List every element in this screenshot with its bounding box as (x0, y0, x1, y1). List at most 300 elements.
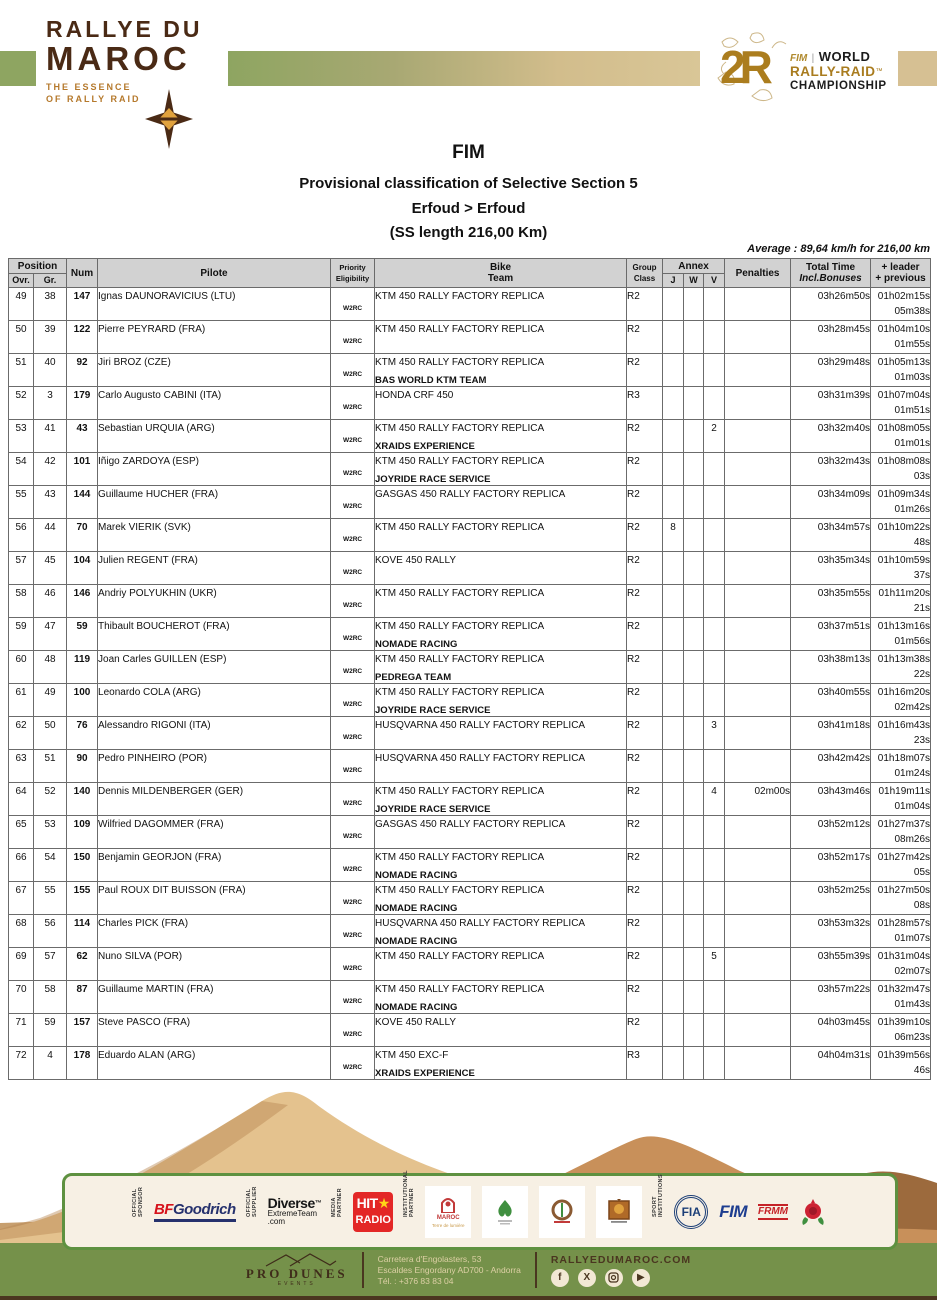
logo-line2: MAROC (46, 40, 191, 77)
championship-wordmark: FIM | WORLD RALLY-RAID™ CHAMPIONSHIP (790, 49, 887, 92)
media-partner-label: MEDIA PARTNER (331, 1187, 344, 1217)
gap-times: 01h07m04s 01m51s (871, 387, 931, 420)
penalties-value (725, 288, 791, 321)
logo-tagline2: OF RALLY RAID (46, 94, 141, 104)
gap-times: 01h27m37s 08m26s (871, 816, 931, 849)
bike-team: KTM 450 RALLY FACTORY REPLICA NOMADE RACING (375, 618, 627, 651)
group-position: 58 (34, 981, 67, 1014)
total-time-value: 03h55m39s (791, 948, 871, 981)
annex-j-value (663, 420, 684, 453)
priority-eligibility: W2RC (331, 618, 375, 651)
fim-logo: FIM (719, 1201, 748, 1221)
bike-team: KTM 450 EXC-F XRAIDS EXPERIENCE (375, 1047, 627, 1080)
annex-w-value (684, 816, 704, 849)
priority-eligibility: W2RC (331, 585, 375, 618)
pilot-name: Paul ROUX DIT BUISSON (FRA) (98, 882, 331, 915)
total-time-value: 03h40m55s (791, 684, 871, 717)
table-row (9, 387, 931, 420)
annex-w-value (684, 948, 704, 981)
bike-team: KTM 450 RALLY FACTORY REPLICA XRAIDS EXPERIENCE (375, 420, 627, 453)
group-class: R2 (627, 618, 663, 651)
gap-times: 01h13m16s 01m56s (871, 618, 931, 651)
footer-contact-bar (0, 1246, 937, 1294)
annex-v-value (704, 321, 725, 354)
bike-team: KTM 450 RALLY FACTORY REPLICA (375, 948, 627, 981)
annex-j-value (663, 486, 684, 519)
header-overall: Ovr. (9, 274, 34, 288)
overall-position: 56 (9, 519, 34, 552)
priority-eligibility: W2RC (331, 552, 375, 585)
annex-j-value (663, 651, 684, 684)
facebook-icon[interactable]: f (551, 1269, 569, 1287)
annex-v-value (704, 684, 725, 717)
annex-v-value: 5 (704, 948, 725, 981)
bike-team: KTM 450 RALLY FACTORY REPLICA NOMADE RACING (375, 981, 627, 1014)
table-row (9, 684, 931, 717)
total-time-value: 03h34m57s (791, 519, 871, 552)
group-position: 53 (34, 816, 67, 849)
annex-j-value (663, 618, 684, 651)
rider-number: 87 (67, 981, 98, 1014)
total-time-value: 03h38m13s (791, 651, 871, 684)
bfgoodrich-logo: BFGoodrich (154, 1201, 236, 1222)
penalties-value (725, 750, 791, 783)
youtube-icon[interactable]: ▶ (632, 1269, 650, 1287)
overall-position: 66 (9, 849, 34, 882)
annex-j-value (663, 816, 684, 849)
compass-icon (140, 88, 198, 150)
pilot-name: Alessandro RIGONI (ITA) (98, 717, 331, 750)
penalties-value (725, 816, 791, 849)
bike-team: HUSQVARNA 450 RALLY FACTORY REPLICA (375, 750, 627, 783)
group-position: 39 (34, 321, 67, 354)
annex-v-value (704, 585, 725, 618)
penalties-value: 02m00s (725, 783, 791, 816)
pilot-name: Jiri BROZ (CZE) (98, 354, 331, 387)
rider-number: 100 (67, 684, 98, 717)
header-tan-block (898, 51, 937, 86)
total-time-value: 03h35m34s (791, 552, 871, 585)
overall-position: 70 (9, 981, 34, 1014)
total-time-value: 03h57m22s (791, 981, 871, 1014)
annex-v-value (704, 915, 725, 948)
penalties-value (725, 552, 791, 585)
overall-position: 67 (9, 882, 34, 915)
group-position: 57 (34, 948, 67, 981)
annex-w-value (684, 354, 704, 387)
annex-j-value (663, 783, 684, 816)
pilot-name: Joan Carles GUILLEN (ESP) (98, 651, 331, 684)
bike-team: HUSQVARNA 450 RALLY FACTORY REPLICA NOMADE RACING (375, 915, 627, 948)
penalties-value (725, 915, 791, 948)
table-row (9, 453, 931, 486)
overall-position: 62 (9, 717, 34, 750)
bike-team: KTM 450 RALLY FACTORY REPLICA BAS WORLD KTM TEAM (375, 354, 627, 387)
table-row (9, 618, 931, 651)
gap-times: 01h02m15s 05m38s (871, 288, 931, 321)
penalties-value (725, 717, 791, 750)
priority-eligibility: W2RC (331, 321, 375, 354)
annex-w-value (684, 915, 704, 948)
gap-times: 01h11m20s 21s (871, 585, 931, 618)
group-position: 49 (34, 684, 67, 717)
annex-w-value (684, 420, 704, 453)
pilot-name: Guillaume MARTIN (FRA) (98, 981, 331, 1014)
stage-route: Erfoud > Erfoud (411, 200, 526, 217)
table-row (9, 486, 931, 519)
x-twitter-icon[interactable]: X (578, 1269, 596, 1287)
annex-j-value (663, 948, 684, 981)
gap-times: 01h13m38s 22s (871, 651, 931, 684)
annex-j-value (663, 750, 684, 783)
table-row (9, 915, 931, 948)
priority-eligibility: W2RC (331, 1047, 375, 1080)
header-penalties: Penalties (725, 259, 791, 288)
total-time-value: 04h03m45s (791, 1014, 871, 1047)
total-time-value: 03h53m32s (791, 915, 871, 948)
region-draa-tafilalet-logo (482, 1186, 528, 1238)
annex-w-value (684, 1047, 704, 1080)
table-row (9, 519, 931, 552)
instagram-icon[interactable] (605, 1269, 623, 1287)
annex-v-value: 2 (704, 420, 725, 453)
pilot-name: Benjamin GEORJON (FRA) (98, 849, 331, 882)
group-position: 40 (34, 354, 67, 387)
priority-eligibility: W2RC (331, 1014, 375, 1047)
results-tbody (9, 288, 931, 1080)
total-time-value: 04h04m31s (791, 1047, 871, 1080)
priority-eligibility: W2RC (331, 486, 375, 519)
bike-team: KTM 450 RALLY FACTORY REPLICA NOMADE RACING (375, 849, 627, 882)
commune-emblem-logo (596, 1186, 642, 1238)
gap-times: 01h16m43s 23s (871, 717, 931, 750)
rider-number: 146 (67, 585, 98, 618)
rider-number: 109 (67, 816, 98, 849)
organizer-address: Carretera d'Engolasters, 53 Escaldes Engordany AD700 - Andorra Tél. : +376 83 83 04 (377, 1253, 521, 1286)
overall-position: 49 (9, 288, 34, 321)
annex-w-value (684, 849, 704, 882)
gap-times: 01h31m04s 02m07s (871, 948, 931, 981)
group-class: R3 (627, 1047, 663, 1080)
group-class: R3 (627, 387, 663, 420)
rider-number: 92 (67, 354, 98, 387)
bike-team: KTM 450 RALLY FACTORY REPLICA PEDREGA TEAM (375, 651, 627, 684)
gap-times: 01h08m08s 03s (871, 453, 931, 486)
gap-times: 01h09m34s 01m26s (871, 486, 931, 519)
group-class: R2 (627, 420, 663, 453)
group-position: 55 (34, 882, 67, 915)
group-class: R2 (627, 684, 663, 717)
group-class: R2 (627, 981, 663, 1014)
group-class: R2 (627, 651, 663, 684)
rider-number: 59 (67, 618, 98, 651)
bike-team: KTM 450 RALLY FACTORY REPLICA JOYRIDE RACE SERVICE (375, 783, 627, 816)
header-position: Position (9, 259, 67, 274)
annex-v-value (704, 387, 725, 420)
group-position: 47 (34, 618, 67, 651)
rider-number: 43 (67, 420, 98, 453)
table-row (9, 288, 931, 321)
world-rally-raid-championship-logo (712, 28, 902, 110)
rider-number: 179 (67, 387, 98, 420)
bike-team: KTM 450 RALLY FACTORY REPLICA JOYRIDE RACE SERVICE (375, 453, 627, 486)
priority-eligibility: W2RC (331, 981, 375, 1014)
annex-j-value: 8 (663, 519, 684, 552)
priority-eligibility: W2RC (331, 915, 375, 948)
gap-times: 01h08m05s 01m01s (871, 420, 931, 453)
table-row (9, 1047, 931, 1080)
header-gap: + leader + previous (871, 259, 931, 288)
annex-w-value (684, 321, 704, 354)
classification-title: Provisional classification of Selective Section 5 (299, 175, 638, 192)
header-group-class: Group Class (627, 259, 663, 288)
priority-eligibility: W2RC (331, 849, 375, 882)
rider-number: 178 (67, 1047, 98, 1080)
priority-eligibility: W2RC (331, 288, 375, 321)
overall-position: 50 (9, 321, 34, 354)
rider-number: 101 (67, 453, 98, 486)
header-pilote: Pilote (98, 259, 331, 288)
group-class: R2 (627, 585, 663, 618)
gap-times: 01h10m59s 37s (871, 552, 931, 585)
annex-v-value (704, 552, 725, 585)
sport-institutions-label: SPORT INSTITUTIONS (652, 1173, 665, 1217)
overall-position: 64 (9, 783, 34, 816)
pro-dunes-logo: PRO DUNES EVENTS (246, 1252, 348, 1289)
annex-v-value (704, 486, 725, 519)
penalties-value (725, 453, 791, 486)
gap-times: 01h27m42s 05s (871, 849, 931, 882)
bike-team: GASGAS 450 RALLY FACTORY REPLICA (375, 486, 627, 519)
total-time-value: 03h29m48s (791, 354, 871, 387)
annex-w-value (684, 585, 704, 618)
group-position: 3 (34, 387, 67, 420)
annex-j-value (663, 882, 684, 915)
total-time-value: 03h43m46s (791, 783, 871, 816)
overall-position: 71 (9, 1014, 34, 1047)
rider-number: 144 (67, 486, 98, 519)
gap-times: 01h10m22s 48s (871, 519, 931, 552)
overall-position: 60 (9, 651, 34, 684)
total-time-value: 03h37m51s (791, 618, 871, 651)
penalties-value (725, 849, 791, 882)
overall-position: 58 (9, 585, 34, 618)
group-position: 4 (34, 1047, 67, 1080)
gap-times: 01h19m11s 01m04s (871, 783, 931, 816)
annex-v-value (704, 1014, 725, 1047)
group-position: 48 (34, 651, 67, 684)
annex-v-value (704, 651, 725, 684)
annex-w-value (684, 684, 704, 717)
overall-position: 55 (9, 486, 34, 519)
group-position: 50 (34, 717, 67, 750)
institutional-partner-label: INSTITUTIONAL PARTNER (403, 1169, 416, 1217)
pilot-name: Marek VIERIK (SVK) (98, 519, 331, 552)
group-class: R2 (627, 288, 663, 321)
annex-v-value (704, 849, 725, 882)
priority-eligibility: W2RC (331, 354, 375, 387)
annex-j-value (663, 981, 684, 1014)
bike-team: KTM 450 RALLY FACTORY REPLICA (375, 321, 627, 354)
pilot-name: Leonardo COLA (ARG) (98, 684, 331, 717)
rider-number: 104 (67, 552, 98, 585)
table-row (9, 717, 931, 750)
divider (535, 1252, 537, 1288)
group-class: R2 (627, 849, 663, 882)
penalties-value (725, 1047, 791, 1080)
table-row (9, 816, 931, 849)
header-bike-team: Bike Team (375, 259, 627, 288)
annex-j-value (663, 453, 684, 486)
overall-position: 61 (9, 684, 34, 717)
group-class: R2 (627, 519, 663, 552)
sponsor-bar (62, 1169, 898, 1250)
annex-j-value (663, 684, 684, 717)
annex-j-value (663, 585, 684, 618)
pilot-name: Steve PASCO (FRA) (98, 1014, 331, 1047)
priority-eligibility: W2RC (331, 651, 375, 684)
overall-position: 57 (9, 552, 34, 585)
2r-mark: 2R (720, 41, 767, 93)
pilot-name: Sebastian URQUIA (ARG) (98, 420, 331, 453)
average-speed: Average : 89,64 km/h for 216,00 km (747, 243, 930, 255)
table-row (9, 1014, 931, 1047)
group-class: R2 (627, 816, 663, 849)
penalties-value (725, 519, 791, 552)
group-position: 54 (34, 849, 67, 882)
hit-radio-logo: HIT★ RADIO (353, 1192, 393, 1232)
group-class: R2 (627, 1014, 663, 1047)
annex-v-value (704, 816, 725, 849)
rider-number: 62 (67, 948, 98, 981)
penalties-value (725, 354, 791, 387)
annex-w-value (684, 486, 704, 519)
overall-position: 54 (9, 453, 34, 486)
annex-w-value (684, 882, 704, 915)
annex-j-value (663, 1047, 684, 1080)
penalties-value (725, 321, 791, 354)
annex-j-value (663, 387, 684, 420)
annex-v-value (704, 882, 725, 915)
header-priority: Priority Eligibility (331, 259, 375, 288)
bike-team: KTM 450 RALLY FACTORY REPLICA (375, 288, 627, 321)
overall-position: 63 (9, 750, 34, 783)
total-time-value: 03h52m17s (791, 849, 871, 882)
overall-position: 68 (9, 915, 34, 948)
group-class: R2 (627, 717, 663, 750)
rider-number: 122 (67, 321, 98, 354)
group-class: R2 (627, 948, 663, 981)
bike-team: KTM 450 RALLY FACTORY REPLICA JOYRIDE RACE SERVICE (375, 684, 627, 717)
priority-eligibility: W2RC (331, 420, 375, 453)
rider-number: 114 (67, 915, 98, 948)
gap-times: 01h18m07s 01m24s (871, 750, 931, 783)
overall-position: 69 (9, 948, 34, 981)
divider (362, 1252, 364, 1288)
annex-w-value (684, 387, 704, 420)
bike-team: KTM 450 RALLY FACTORY REPLICA NOMADE RACING (375, 882, 627, 915)
rider-number: 150 (67, 849, 98, 882)
rider-number: 157 (67, 1014, 98, 1047)
group-class: R2 (627, 915, 663, 948)
header-annex-j: J (663, 274, 684, 288)
bike-team: KTM 450 RALLY FACTORY REPLICA (375, 519, 627, 552)
pilot-name: Pedro PINHEIRO (POR) (98, 750, 331, 783)
annex-v-value (704, 618, 725, 651)
header-num: Num (67, 259, 98, 288)
pilot-name: Carlo Augusto CABINI (ITA) (98, 387, 331, 420)
pilot-name: Andriy POLYUKHIN (UKR) (98, 585, 331, 618)
priority-eligibility: W2RC (331, 816, 375, 849)
fia-logo: FIA (674, 1195, 708, 1229)
group-position: 44 (34, 519, 67, 552)
header-total-time: Total Time Incl.Bonuses (791, 259, 871, 288)
pilot-name: Guillaume HUCHER (FRA) (98, 486, 331, 519)
total-time-value: 03h32m43s (791, 453, 871, 486)
priority-eligibility: W2RC (331, 783, 375, 816)
annex-w-value (684, 783, 704, 816)
overall-position: 65 (9, 816, 34, 849)
total-time-value: 03h52m25s (791, 882, 871, 915)
frmm-logo: FRMM (758, 1204, 788, 1220)
penalties-value (725, 882, 791, 915)
annex-w-value (684, 288, 704, 321)
annex-v-value: 4 (704, 783, 725, 816)
stage-length: (SS length 216,00 Km) (389, 224, 548, 241)
priority-eligibility: W2RC (331, 882, 375, 915)
annex-j-value (663, 1014, 684, 1047)
annex-j-value (663, 552, 684, 585)
annex-w-value (684, 618, 704, 651)
group-class: R2 (627, 783, 663, 816)
rider-number: 155 (67, 882, 98, 915)
pilot-name: Dennis MILDENBERGER (GER) (98, 783, 331, 816)
pilot-name: Ignas DAUNORAVICIUS (LTU) (98, 288, 331, 321)
annex-j-value (663, 717, 684, 750)
table-row (9, 849, 931, 882)
group-class: R2 (627, 453, 663, 486)
table-row (9, 783, 931, 816)
footer-brown-strip (0, 1296, 937, 1300)
gap-times: 01h05m13s 01m03s (871, 354, 931, 387)
table-row (9, 354, 931, 387)
gap-times: 01h39m10s 06m23s (871, 1014, 931, 1047)
website-link[interactable]: RALLYEDUMAROC.COM (550, 1253, 692, 1266)
official-sponsor-label: OFFICIAL SPONSOR (131, 1186, 144, 1217)
table-row (9, 882, 931, 915)
overall-position: 59 (9, 618, 34, 651)
annex-w-value (684, 651, 704, 684)
diverse-extremeteam-logo: Diverse™ ExtremeTeam .com (267, 1195, 322, 1226)
moroccan-crest-logo (799, 1197, 827, 1227)
header-annex-v: V (704, 274, 725, 288)
group-position: 45 (34, 552, 67, 585)
priority-eligibility: W2RC (331, 717, 375, 750)
group-position: 41 (34, 420, 67, 453)
annex-w-value (684, 717, 704, 750)
pilot-name: Julien REGENT (FRA) (98, 552, 331, 585)
overall-position: 52 (9, 387, 34, 420)
annex-w-value (684, 453, 704, 486)
gap-times: 01h39m56s 46s (871, 1047, 931, 1080)
overall-position: 51 (9, 354, 34, 387)
group-class: R2 (627, 486, 663, 519)
group-position: 52 (34, 783, 67, 816)
bike-team: KTM 450 RALLY FACTORY REPLICA (375, 585, 627, 618)
penalties-value (725, 981, 791, 1014)
priority-eligibility: W2RC (331, 387, 375, 420)
official-supplier-label: OFFICIAL SUPPLIER (245, 1185, 258, 1217)
